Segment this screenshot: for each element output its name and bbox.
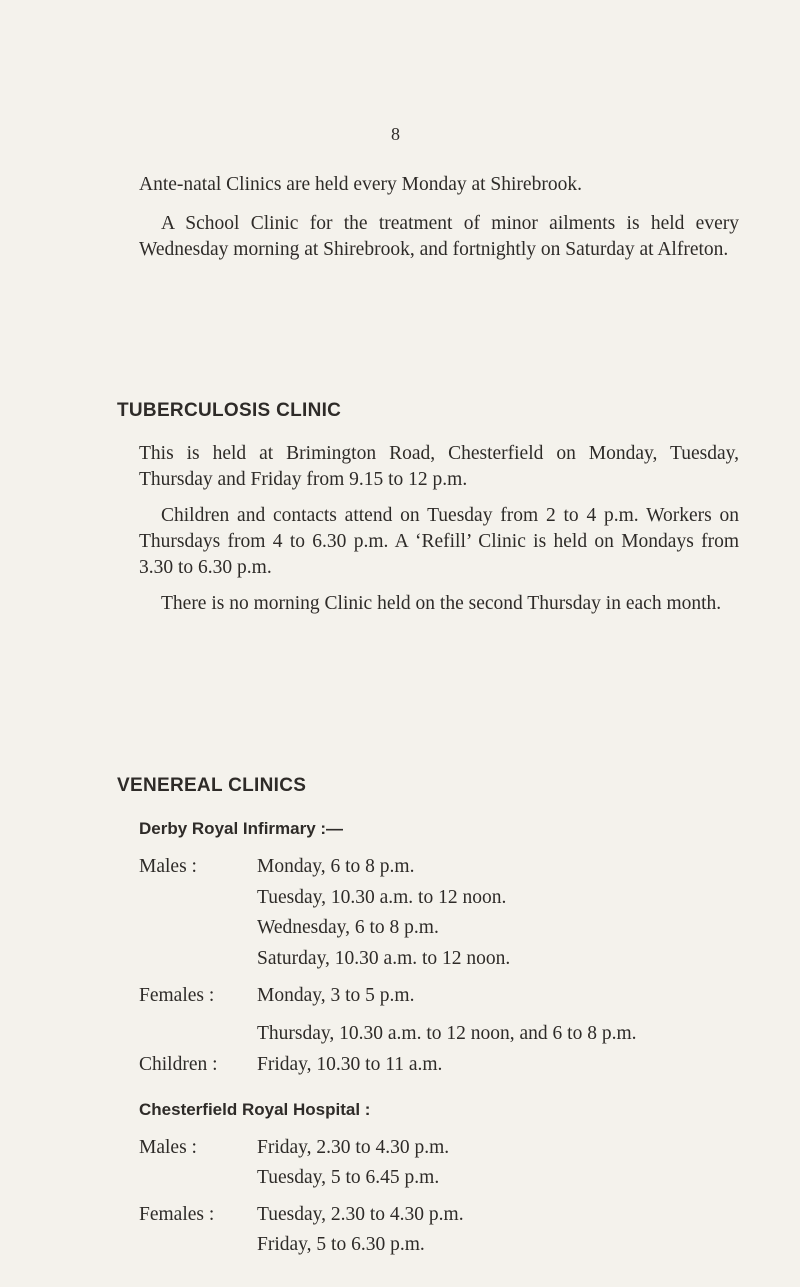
derby-males-entry: Tuesday, 10.30 a.m. to 12 noon.	[257, 887, 507, 908]
derby-children-label: Children :	[139, 1054, 218, 1075]
derby-males-label: Males :	[139, 856, 197, 877]
chesterfield-males-label: Males :	[139, 1137, 197, 1158]
school-clinic-text: A School Clinic for the treatment of minor ailments is held every Wednesday morning at Shirebrook, and fortnightly on Saturday at Alfreton.	[139, 213, 739, 260]
chesterfield-males-entry: Friday, 2.30 to 4.30 p.m.	[257, 1137, 450, 1158]
chesterfield-females-entry: Friday, 5 to 6.30 p.m.	[257, 1234, 425, 1255]
derby-males-entry: Wednesday, 6 to 8 p.m.	[257, 917, 439, 938]
chesterfield-females-label: Females :	[139, 1204, 215, 1225]
venereal-clinics-heading: VENEREAL CLINICS	[117, 775, 307, 796]
chesterfield-males-entry: Tuesday, 5 to 6.45 p.m.	[257, 1167, 440, 1188]
chesterfield-females-entry: Tuesday, 2.30 to 4.30 p.m.	[257, 1204, 464, 1225]
derby-children-entry: Friday, 10.30 to 11 a.m.	[257, 1054, 443, 1075]
tuberculosis-paragraph-2: Children and contacts attend on Tuesday from 2 to 4 p.m. Workers on Thursdays from 4 to 6.30 p.m. A ‘Refill’ Clinic is held on Mondays from 3.30 to 6.30 p.m.	[139, 505, 739, 578]
derby-infirmary-title: Derby Royal Infirmary :—	[139, 819, 344, 838]
tuberculosis-paragraph-1: This is held at Brimington Road, Chesterfield on Monday, Tuesday, Thursday and Friday from 9.15 to 12 p.m.	[139, 443, 739, 490]
derby-females-label: Females :	[139, 985, 215, 1006]
chesterfield-hospital-title: Chesterfield Royal Hospital :	[139, 1100, 371, 1119]
tuberculosis-paragraph-3: There is no morning Clinic held on the second Thursday in each month.	[161, 593, 722, 614]
page-number: 8	[391, 124, 400, 144]
derby-males-entry: Monday, 6 to 8 p.m.	[257, 856, 415, 877]
antenatal-clinic-text: Ante-natal Clinics are held every Monday at Shirebrook.	[139, 174, 582, 195]
derby-females-entry: Monday, 3 to 5 p.m.	[257, 985, 415, 1006]
tuberculosis-heading: TUBERCULOSIS CLINIC	[117, 400, 342, 421]
derby-females-entry: Thursday, 10.30 a.m. to 12 noon, and 6 to 8 p.m.	[257, 1023, 637, 1044]
derby-males-entry: Saturday, 10.30 a.m. to 12 noon.	[257, 948, 511, 969]
